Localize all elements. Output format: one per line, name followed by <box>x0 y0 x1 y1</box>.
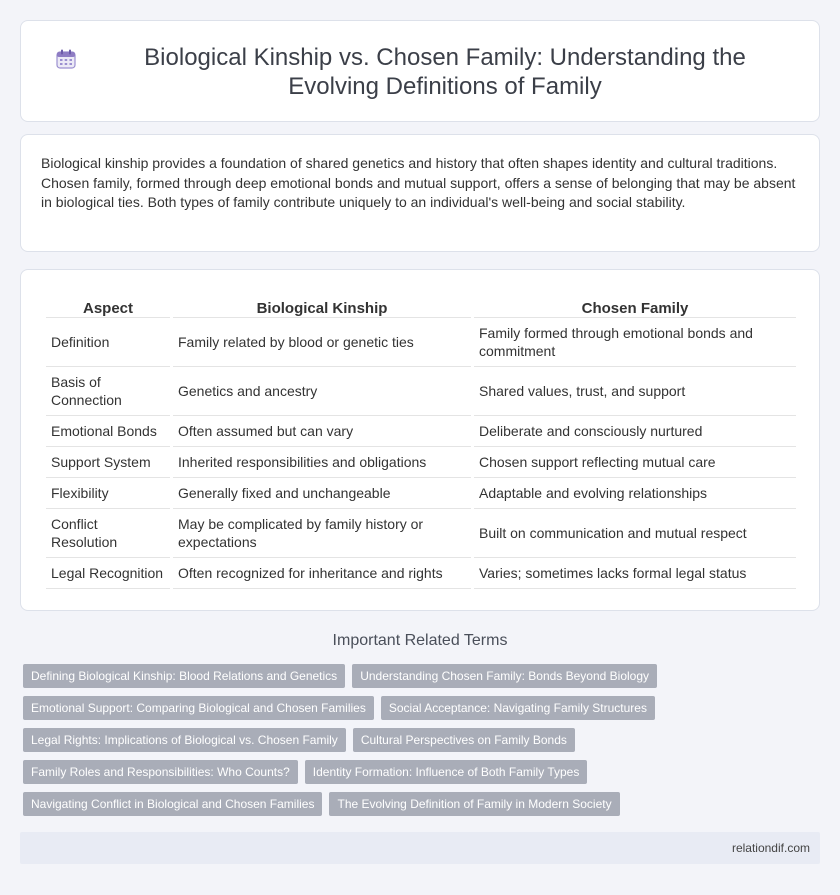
table-cell: Emotional Bonds <box>46 416 170 447</box>
table-cell: Often recognized for inheritance and rights <box>173 558 471 589</box>
table-cell: Genetics and ancestry <box>173 367 471 416</box>
table-row <box>46 509 796 558</box>
table-row <box>46 478 796 509</box>
related-term-tag[interactable]: The Evolving Definition of Family in Modern Society <box>329 792 619 816</box>
table-cell: Deliberate and consciously nurtured <box>474 416 796 447</box>
table-cell: Built on communication and mutual respect <box>474 509 796 558</box>
table-cell: Inherited responsibilities and obligations <box>173 447 471 478</box>
table-cell: Definition <box>46 318 170 367</box>
table-cell: Support System <box>46 447 170 478</box>
column-header: Chosen Family <box>474 298 796 318</box>
table-cell: Adaptable and evolving relationships <box>474 478 796 509</box>
intro-paragraph: Biological kinship provides a foundation of shared genetics and history that often shapes identity and cultural traditions. Chosen family, formed through deep emotional bonds and mutual support, offers a sense of belonging that may be absent in biological ties. Both types of family contribute uniquely to an individual's well-being and social stability. <box>41 155 796 210</box>
table-cell: Generally fixed and unchangeable <box>173 478 471 509</box>
site-name[interactable]: relationdif.com <box>731 841 810 855</box>
related-term-tag[interactable]: Cultural Perspectives on Family Bonds <box>353 728 575 752</box>
footer <box>20 832 820 864</box>
table-cell: Often assumed but can vary <box>173 416 471 447</box>
table-cell: Chosen support reflecting mutual care <box>474 447 796 478</box>
table-cell: Legal Recognition <box>46 558 170 589</box>
page-title: Biological Kinship vs. Chosen Family: Understanding the Evolving Definitions of Family <box>144 44 746 100</box>
related-term-tag[interactable]: Family Roles and Responsibilities: Who Counts? <box>23 760 298 784</box>
related-term-tag[interactable]: Emotional Support: Comparing Biological and Chosen Families <box>23 696 374 720</box>
related-term-tag[interactable]: Social Acceptance: Navigating Family Structures <box>381 696 655 720</box>
intro-card <box>20 134 820 252</box>
table-cell: Basis of Connection <box>46 367 170 416</box>
table-cell: Shared values, trust, and support <box>474 367 796 416</box>
table-cell: Family related by blood or genetic ties <box>173 318 471 367</box>
table-cell: Flexibility <box>46 478 170 509</box>
column-header: Biological Kinship <box>173 298 471 318</box>
table-row <box>46 318 796 367</box>
related-term-tag[interactable]: Identity Formation: Influence of Both Family Types <box>305 760 588 784</box>
table-row <box>46 447 796 478</box>
table-cell: Family formed through emotional bonds and commitment <box>474 318 796 367</box>
table-cell: May be complicated by family history or expectations <box>173 509 471 558</box>
table-cell: Conflict Resolution <box>46 509 170 558</box>
comparison-table-card <box>20 269 820 611</box>
related-terms-heading: Important Related Terms <box>332 632 508 649</box>
title-card <box>20 20 820 122</box>
related-term-tag[interactable]: Legal Rights: Implications of Biological vs. Chosen Family <box>23 728 346 752</box>
table-cell: Varies; sometimes lacks formal legal status <box>474 558 796 589</box>
column-header: Aspect <box>46 298 170 318</box>
related-term-tag[interactable]: Defining Biological Kinship: Blood Relations and Genetics <box>23 664 345 688</box>
related-term-tag[interactable]: Navigating Conflict in Biological and Chosen Families <box>23 792 322 816</box>
table-row <box>46 416 796 447</box>
related-term-tag[interactable]: Understanding Chosen Family: Bonds Beyond Biology <box>352 664 657 688</box>
related-terms-list <box>23 664 823 824</box>
table-row <box>46 367 796 416</box>
comparison-table <box>43 298 799 589</box>
table-row <box>46 558 796 589</box>
table-header-row <box>46 298 796 318</box>
